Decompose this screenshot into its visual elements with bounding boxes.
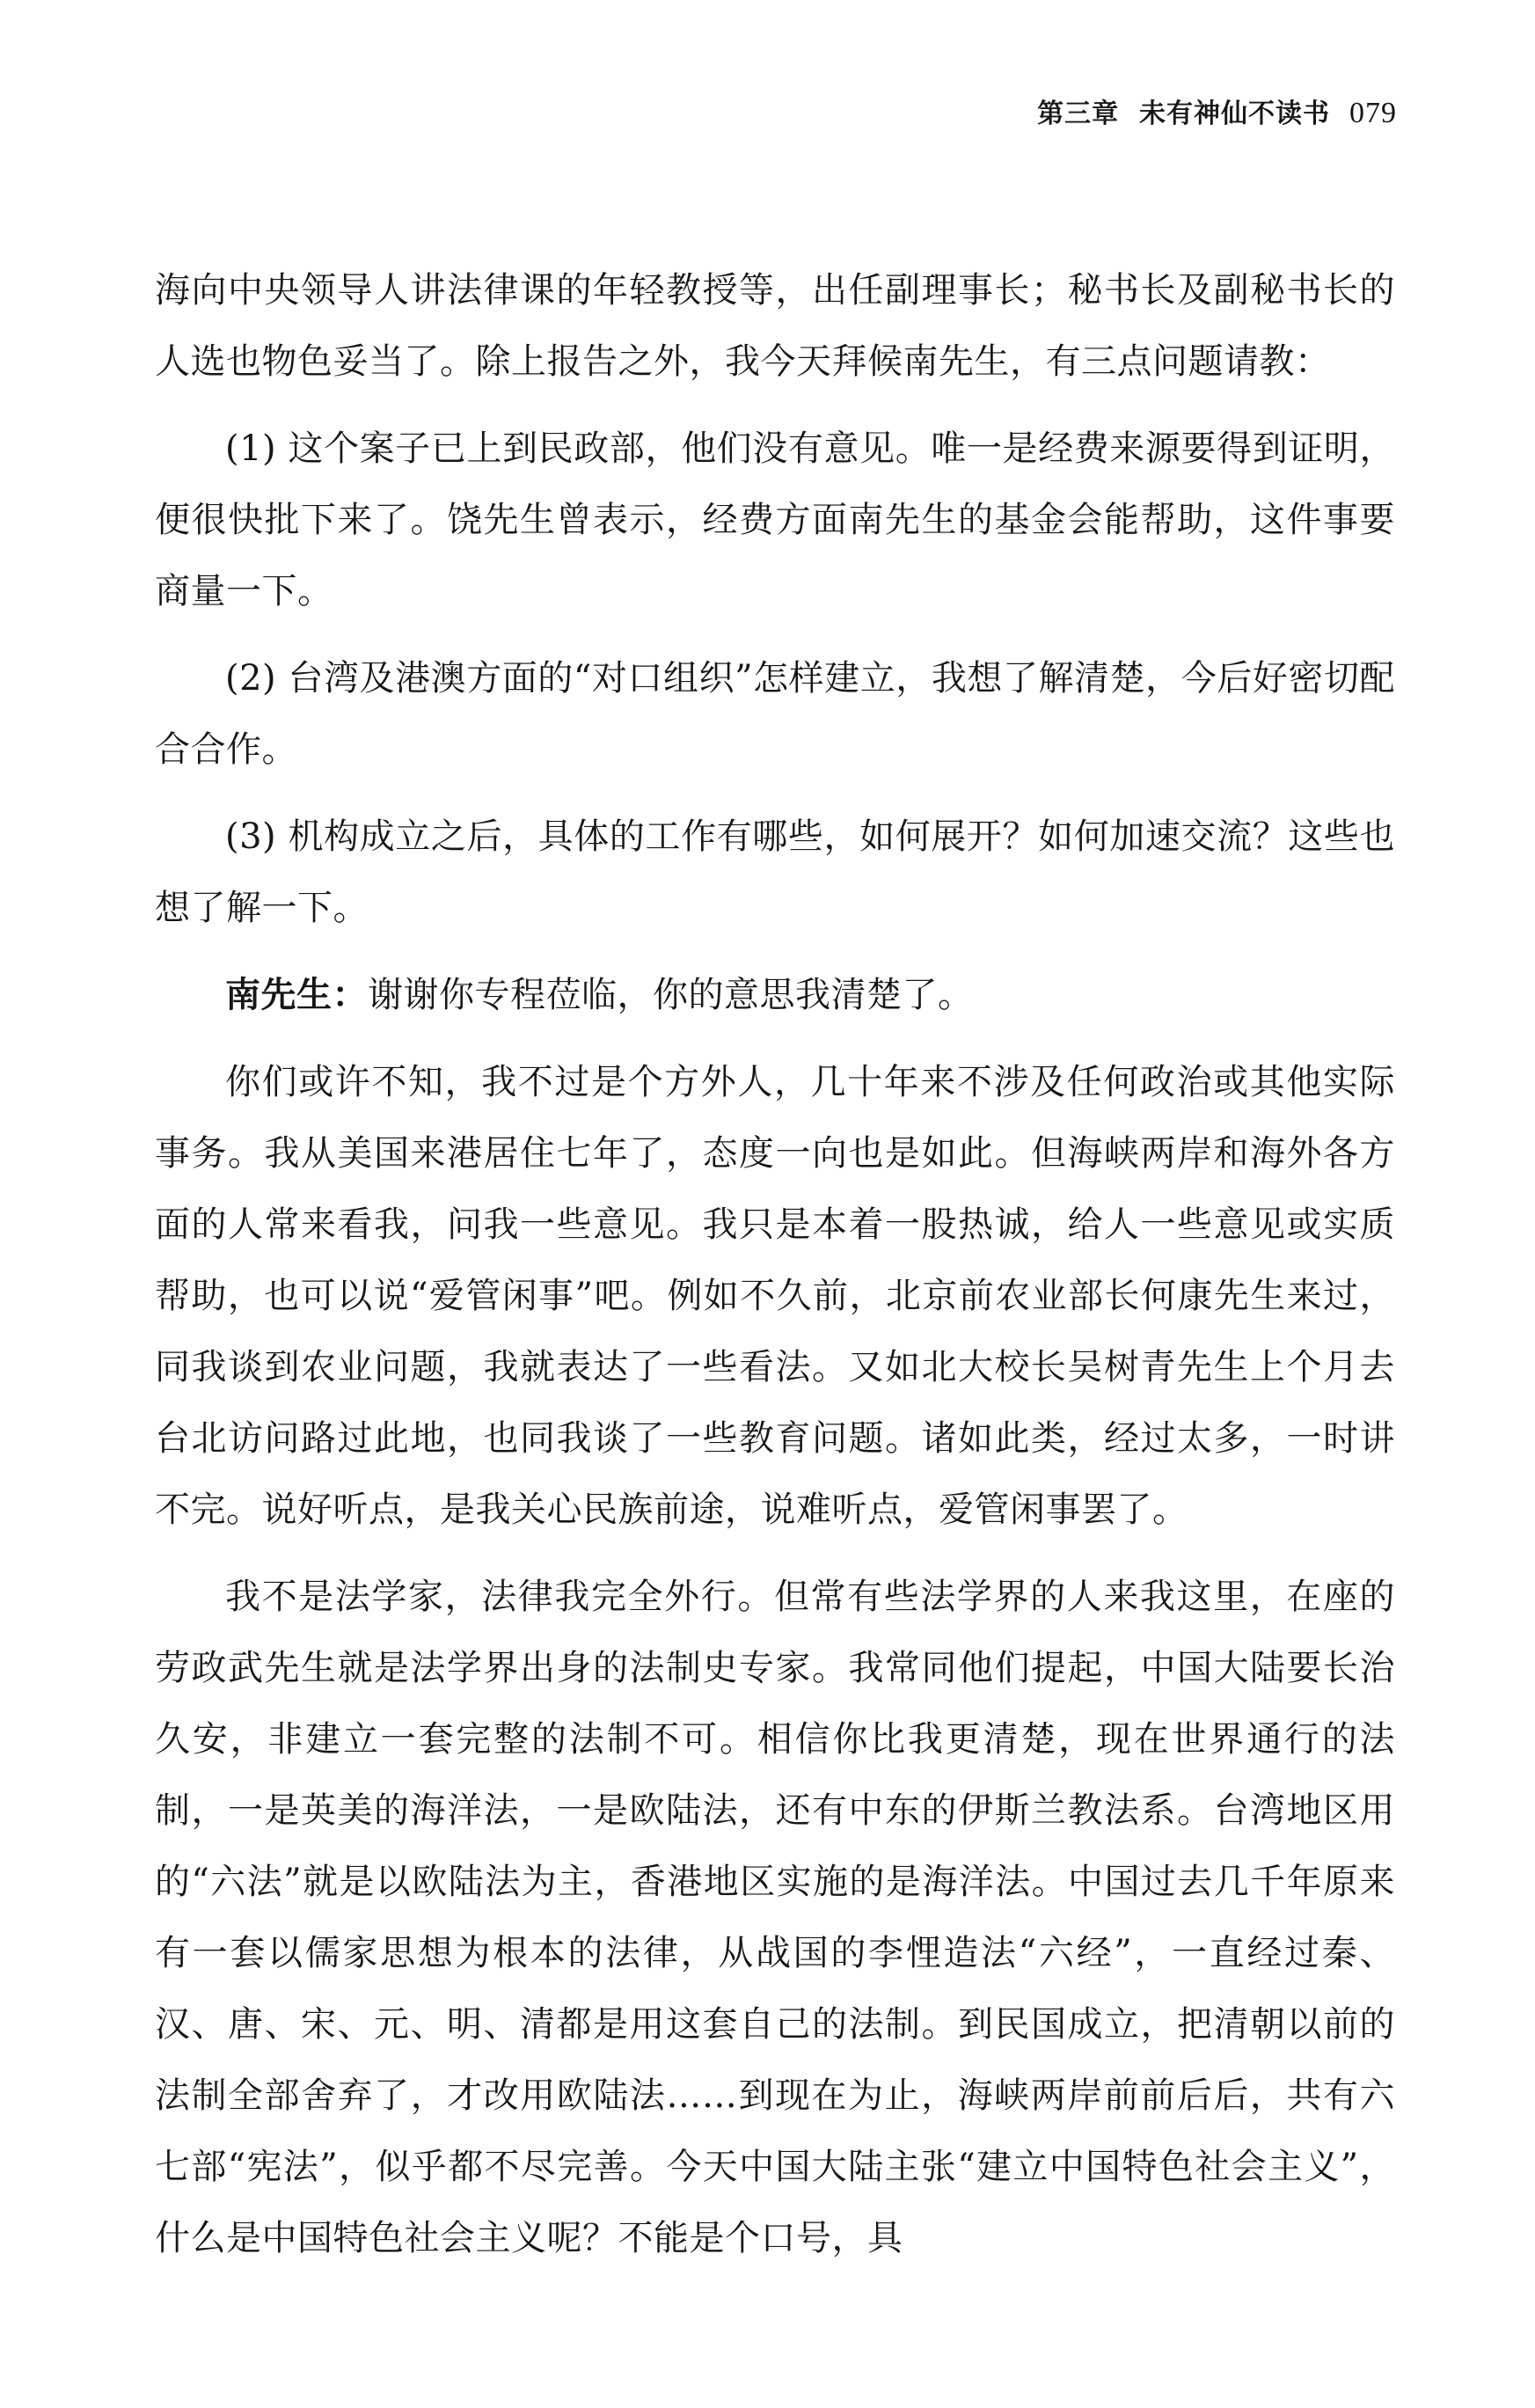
paragraph-question-2: (2) 台湾及港澳方面的“对口组织”怎样建立，我想了解清楚，今后好密切配合合作。 [155, 658, 1395, 770]
running-header [1010, 91, 1397, 135]
paragraph-spacer [155, 398, 1395, 414]
paragraph-reply-opening [155, 960, 1395, 1031]
reply-text: 谢谢你专程莅临，你的意思我清楚了。 [368, 975, 974, 1015]
paragraph-reply-background: 你们或许不知，我不过是个方外人，几十年来不涉及任何政治或其他实际事务。我从美国来港居住七年了，态度一向也是如此。但海峡两岸和海外各方面的人常来看我，问我一些意见。我只是本着一股热诚，给人一些意见或实质帮助，也可以说“爱管闲事”吧。例如不久前，北京前农业部长何康先生来过，同我谈到农业问题，我就表达了一些看法。又如北大校长吴树青先生上个月去台北访问路过此地，也同我谈了一些教育问题。诸如此类，经过太多，一时讲不完。说好听点，是我关心民族前途，说难听点，爱管闲事罢了。 [155, 1062, 1395, 1530]
page-body [155, 255, 1395, 2274]
chapter-title: 第三章 未有神仙不读书 [1037, 99, 1330, 129]
speaker-label: 南先生： [225, 975, 368, 1015]
paragraph-question-3: (3) 机构成立之后，具体的工作有哪些，如何展开？如何加速交流？这些也想了解一下。 [155, 816, 1395, 928]
paragraph-question-1: (1) 这个案子已上到民政部，他们没有意见。唯一是经费来源要得到证明，便很快批下来了。饶先生曾表示，经费方面南先生的基金会能帮助，这件事要商量一下。 [155, 428, 1395, 611]
paragraph-continued: 海向中央领导人讲法律课的年轻教授等，出任副理事长；秘书长及副秘书长的人选也物色妥当了。除上报告之外，我今天拜候南先生，有三点问题请教： [155, 270, 1395, 382]
paragraph-spacer [155, 627, 1395, 643]
paragraph-spacer [155, 944, 1395, 960]
paragraph-spacer [155, 1546, 1395, 1562]
page-number: 079 [1349, 97, 1397, 129]
paragraph-reply-law: 我不是法学家，法律我完全外行。但常有些法学界的人来我这里，在座的劳政武先生就是法学界出身的法制史专家。我常同他们提起，中国大陆要长治久安，非建立一套完整的法制不可。相信你比我更清楚，现在世界通行的法制，一是英美的海洋法，一是欧陆法，还有中东的伊斯兰教法系。台湾地区用的“六法”就是以欧陆法为主，香港地区实施的是海洋法。中国过去几千年原来有一套以儒家思想为根本的法律，从战国的李悝造法“六经”，一直经过秦、汉、唐、宋、元、明、清都是用这套自己的法制。到民国成立，把清朝以前的法制全部舍弃了，才改用欧陆法……到现在为止，海峡两岸前前后后，共有六七部“宪法”，似乎都不尽完善。今天中国大陆主张“建立中国特色社会主义”，什么是中国特色社会主义呢？不能是个口号，具 [155, 1577, 1395, 2258]
paragraph-spacer [155, 786, 1395, 801]
paragraph-spacer [155, 1031, 1395, 1047]
